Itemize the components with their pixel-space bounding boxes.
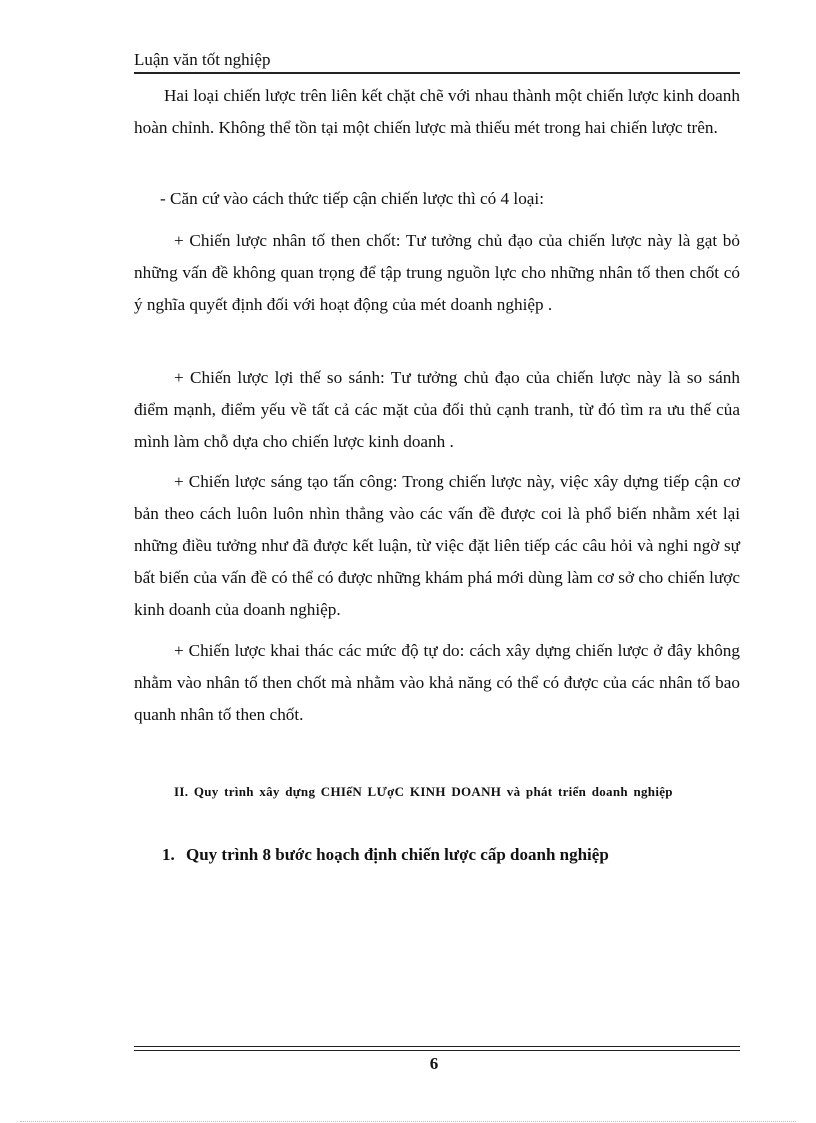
header-title: Luận văn tốt nghiệp (134, 50, 271, 69)
paragraph-strategy-combination: Hai loại chiến lược trên liên kết chặt chẽ với nhau thành một chiến lược kinh doanh hoàn chỉnh. Không thể tồn tại một chiến lược mà thiếu mét trong hai chiến lược trên. (134, 86, 740, 137)
page-bottom-border (20, 1121, 796, 1122)
page-number: 6 (429, 1054, 439, 1073)
paragraph-approach-types: - Căn cứ vào cách thức tiếp cận chiến lược thì có 4 loại: (160, 189, 544, 208)
subheading-number: 1. (162, 845, 175, 864)
paragraph-degrees-of-freedom-strategy: + Chiến lược khai thác các mức độ tự do: cách xây dựng chiến lược ở đây không nhằm vào nhân tố then chốt mà nhằm vào khả năng có thể có được của các nhân tố bao quanh nhân tố then chốt. (134, 641, 740, 724)
footer-divider (134, 1046, 740, 1051)
section-heading: II. Quy trình xây dựng CHIếN LƯợC KINH DOANH và phát triển doanh nghiệp (174, 784, 673, 799)
subheading (162, 843, 609, 867)
paragraph-comparative-advantage-strategy: + Chiến lược lợi thế so sánh: Tư tưởng chủ đạo của chiến lược này là so sánh điểm mạnh, điểm yếu về tất cả các mặt của đối thủ cạnh tranh, từ đó tìm ra ưu thế của mình làm chỗ dựa cho chiến lược kinh doanh . (134, 368, 740, 451)
page-header (134, 48, 740, 74)
paragraph-creative-offensive-strategy: + Chiến lược sáng tạo tấn công: Trong chiến lược này, việc xây dựng tiếp cận cơ bản theo cách luôn luôn nhìn thẳng vào các vấn đề được coi là phổ biến nhằm xét lại những điều tưởng như đã được kết luận, từ việc đặt liên tiếp các câu hỏi và nghi ngờ sự bất biến của vấn đề có thể có được những khám phá mới dùng làm cơ sở cho chiến lược kinh doanh của doanh nghiệp. (134, 472, 740, 619)
paragraph-key-factor-strategy: + Chiến lược nhân tố then chốt: Tư tưởng chủ đạo của chiến lược này là gạt bỏ những vấn đề không quan trọng để tập trung nguồn lực cho những nhân tố then chốt có ý nghĩa quyết định đối với hoạt động của mét doanh nghiệp . (134, 231, 740, 314)
subheading-text: Quy trình 8 bước hoạch định chiến lược cấp doanh nghiệp (186, 845, 609, 864)
